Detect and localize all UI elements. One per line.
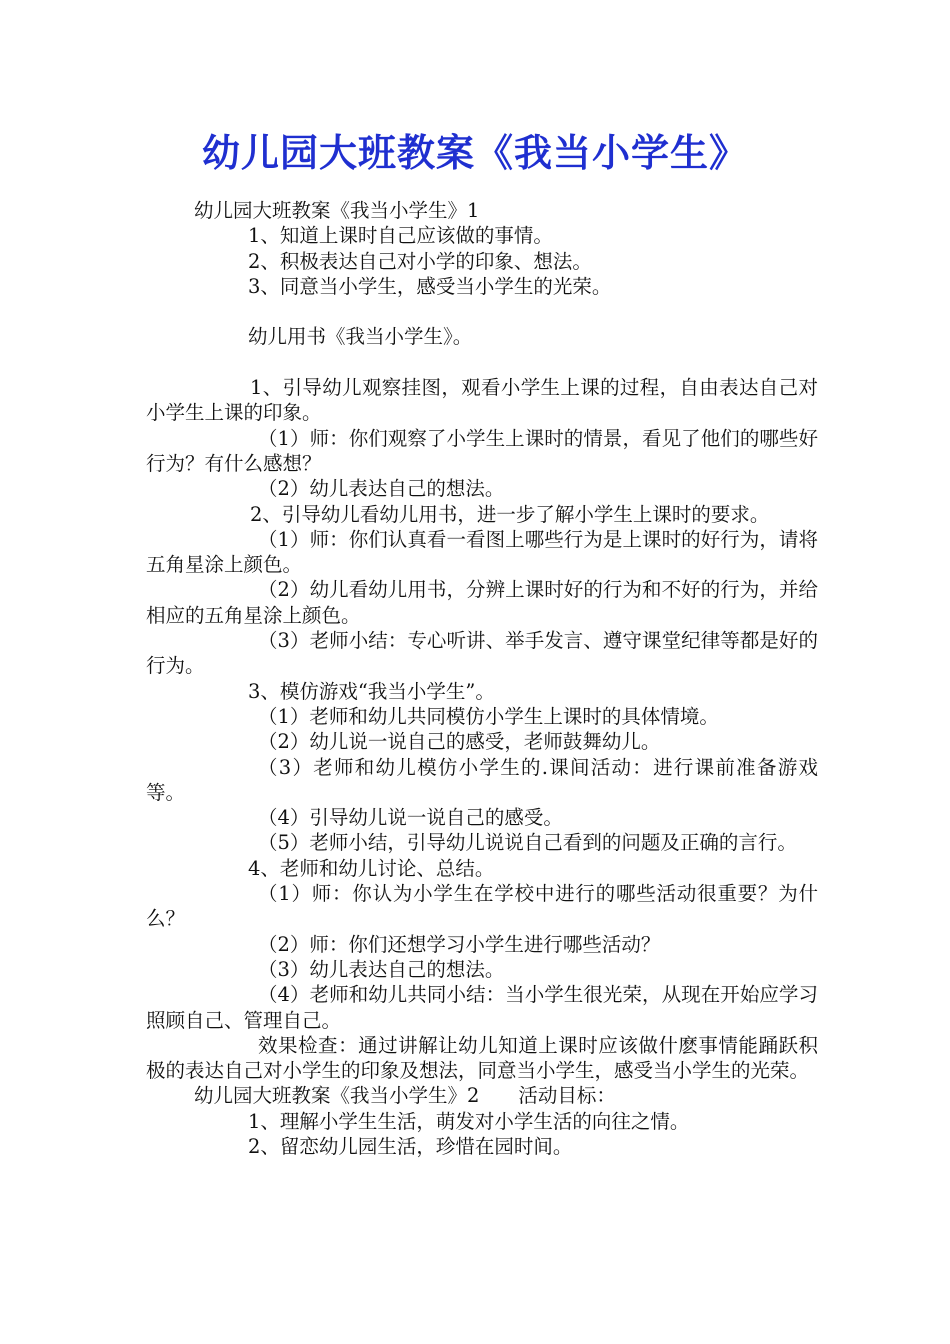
paragraph: 4、老师和幼儿讨论、总结。 xyxy=(248,856,495,880)
paragraph: 3、模仿游戏“我当小学生”。 xyxy=(248,679,495,703)
paragraph: （1）师：你们认真看一看图上哪些行为是上课时的好行为，请将五角星涂上颜色。 xyxy=(146,527,818,577)
paragraph: （3）老师小结：专心听讲、举手发言、遵守课堂纪律等都是好的行为。 xyxy=(146,629,818,678)
paragraph: 3、同意当小学生，感受当小学生的光荣。 xyxy=(248,274,612,298)
paragraph: 2、积极表达自己对小学的印象、想法。 xyxy=(248,249,592,273)
paragraph: 1、理解小学生生活，萌发对小学生活的向往之情。 xyxy=(248,1109,690,1133)
paragraph: （5）老师小结，引导幼儿说说自己看到的问题及正确的言行。 xyxy=(258,831,797,855)
paragraph: 效果检查：通过讲解让幼儿知道上课时应该做什麽事情能踊跃积极的表达自己对小学生的印象及想法，同意当小学生，感受当小学生的光荣。 xyxy=(146,1033,818,1083)
paragraph: （4）老师和幼儿共同小结：当小学生很光荣，从现在开始应学习照顾自己、管理自己。 xyxy=(146,983,818,1032)
paragraph: （2）幼儿说一说自己的感受，老师鼓舞幼儿。 xyxy=(258,730,661,754)
blank-line xyxy=(146,299,818,324)
section-heading: 幼儿园大班教案《我当小学生》2 活动目标： xyxy=(194,1084,616,1108)
paragraph: （3）幼儿表达自己的想法。 xyxy=(258,957,505,981)
paragraph: （1）师：你认为小学生在学校中进行的哪些活动很重要？为什么？ xyxy=(146,882,818,931)
paragraph: 2、留恋幼儿园生活，珍惜在园时间。 xyxy=(248,1134,573,1158)
paragraph: （2）幼儿看幼儿用书，分辨上课时好的行为和不好的行为，并给相应的五角星涂上颜色。 xyxy=(146,578,818,627)
document-body xyxy=(146,198,818,1159)
paragraph: （2）幼儿表达自己的想法。 xyxy=(258,477,505,501)
paragraph: 1、引导幼儿观察挂图，观看小学生上课的过程，自由表达自己对小学生上课的印象。 xyxy=(146,376,818,425)
paragraph: （3）老师和幼儿模仿小学生的.课间活动：进行课前准备游戏等。 xyxy=(146,755,818,804)
paragraph: 1、知道上课时自己应该做的事情。 xyxy=(248,224,553,248)
document-title: 幼儿园大班教案《我当小学生》 xyxy=(201,130,748,175)
section-heading: 幼儿园大班教案《我当小学生》1 xyxy=(194,199,480,222)
paragraph: （1）老师和幼儿共同模仿小学生上课时的具体情境。 xyxy=(258,704,719,728)
paragraph: （4）引导幼儿说一说自己的感受。 xyxy=(258,806,563,830)
blank-line xyxy=(146,350,818,375)
paragraph: 2、引导幼儿看幼儿用书，进一步了解小学生上课时的要求。 xyxy=(250,502,770,526)
paragraph: （1）师：你们观察了小学生上课时的情景，看见了他们的哪些好行为？有什么感想？ xyxy=(146,426,818,475)
paragraph: 幼儿用书《我当小学生》。 xyxy=(248,325,473,349)
paragraph: （2）师：你们还想学习小学生进行哪些活动？ xyxy=(258,932,661,956)
